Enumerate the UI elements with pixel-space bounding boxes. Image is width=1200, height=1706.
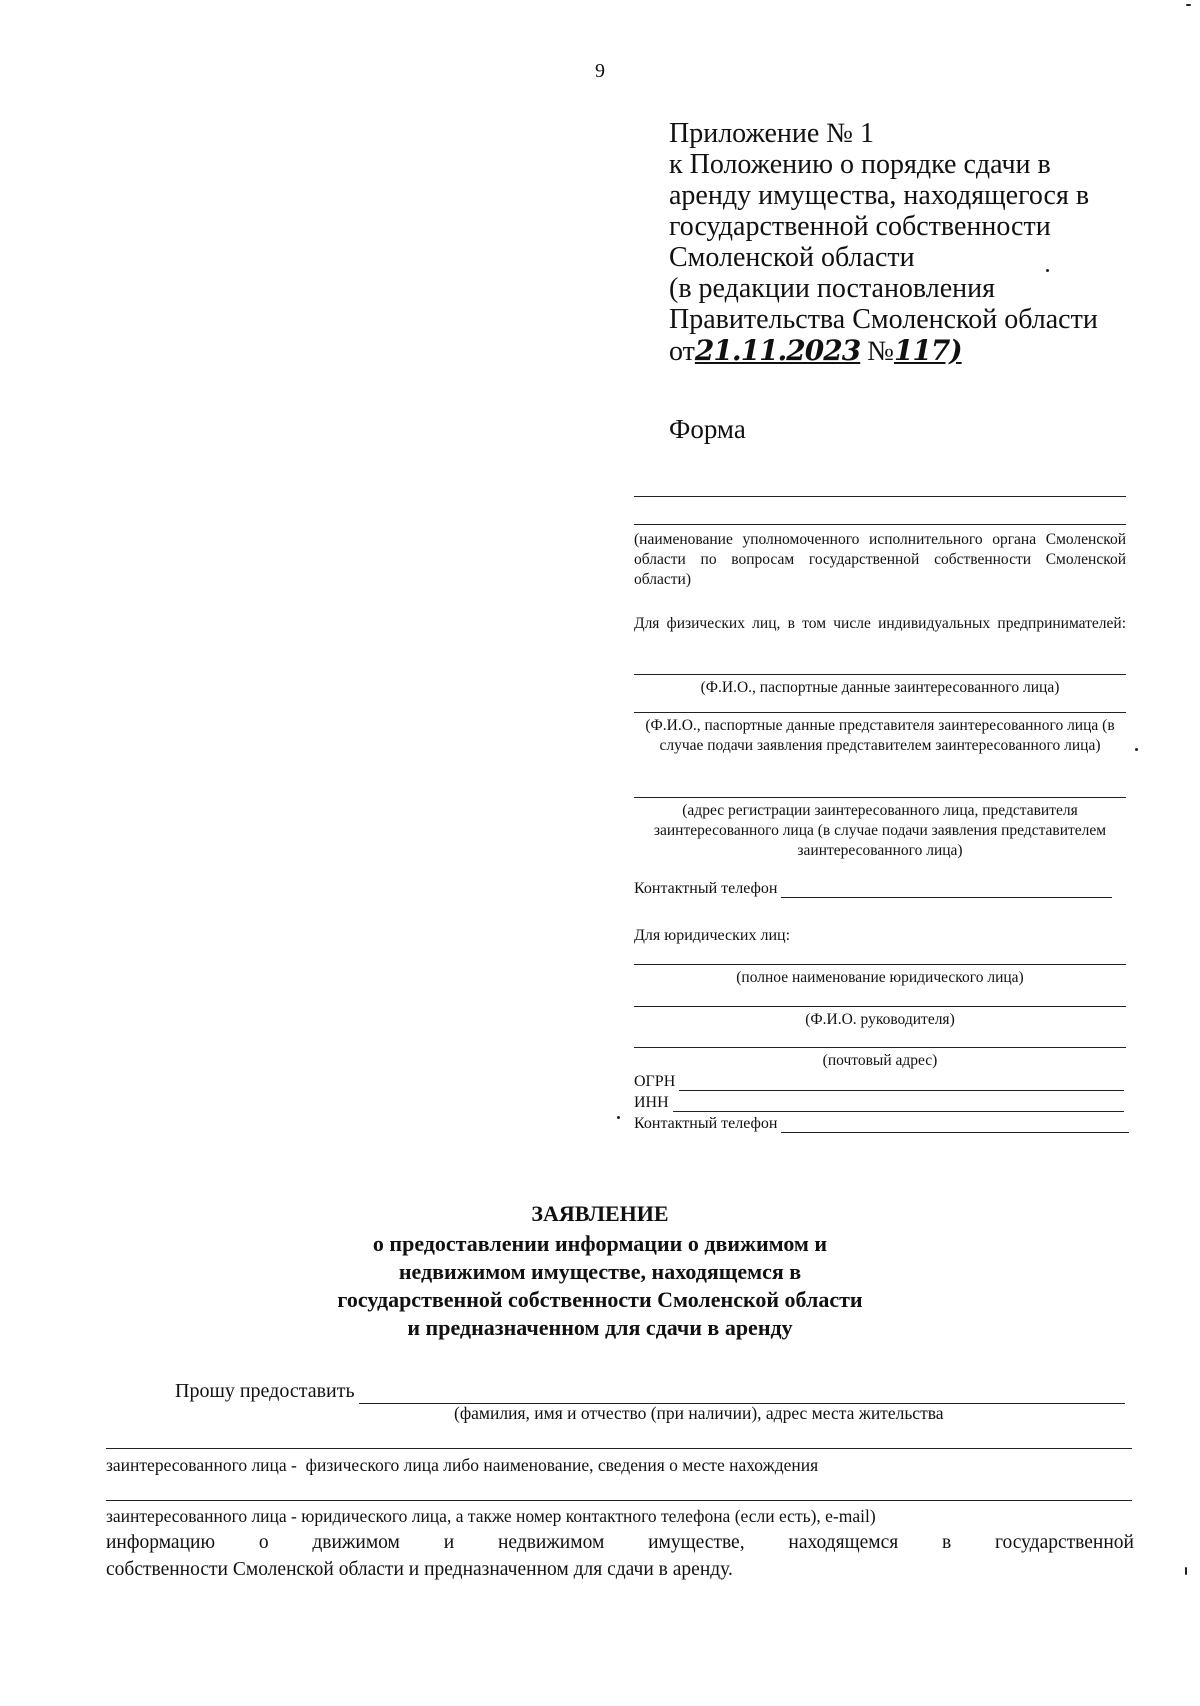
phone-label-2: Контактный телефон (634, 1115, 778, 1132)
number-prefix: № (860, 336, 894, 367)
request-line-2[interactable] (106, 1448, 1132, 1449)
statement-title: ЗАЯВЛЕНИЕ (531, 1201, 669, 1226)
handwritten-date: 21.11.2023 (694, 334, 861, 367)
director-line (634, 1006, 1126, 1007)
appendix-line: аренду имущества, находящегося в (669, 180, 1090, 211)
legal-name-caption: (полное наименование юридического лица) (736, 969, 1024, 986)
statement-subtitle-line: государственной собственности Смоленской области (337, 1287, 863, 1312)
request-caption-1: (фамилия, имя и отчество (при наличии), адрес места жительства (454, 1403, 944, 1423)
statement-subtitle-line: недвижимом имуществе, находящемся в (398, 1259, 802, 1284)
appendix-line: государственной собственности (669, 211, 1051, 242)
closing-line-1: информацию о движимом и недвижимом имуществе, находящемся в государственной (106, 1532, 1134, 1553)
person-caption: (Ф.И.О., паспортные данные заинтересованного лица) (700, 679, 1060, 696)
authority-name-line-2 (634, 524, 1126, 525)
request-field (175, 1378, 1125, 1404)
statement-subtitle-line: и предназначенном для сдачи в аренду (407, 1315, 793, 1340)
inn-field (634, 1094, 1124, 1112)
request-caption-3: заинтересованного лица - юридического лица, а также номер контактного телефона (если есть), e-mail) (106, 1506, 876, 1526)
handwritten-number: 117) (893, 334, 962, 367)
appendix-line: Приложение № 1 (669, 118, 874, 149)
inn-input-line[interactable] (673, 1095, 1124, 1112)
page-number: 9 (595, 60, 605, 82)
request-input-line[interactable] (359, 1383, 1125, 1404)
phone-input-line[interactable] (781, 881, 1112, 898)
appendix-header (669, 118, 1189, 367)
request-label: Прошу предоставить (175, 1380, 355, 1402)
address-caption: (адрес регистрации заинтересованного лица, представителя заинтересованного лица (в случае подачи заявления представителем заинтересованного лица) (653, 802, 1107, 859)
authority-caption: (наименование уполномоченного исполнительного органа Смоленской области по вопросам государственной собственности Смоленской области) (634, 531, 1126, 588)
ogrn-label: ОГРН (634, 1073, 676, 1090)
address-line (634, 797, 1126, 798)
form-label: Форма (669, 414, 746, 444)
representative-caption: (Ф.И.О., паспортные данные представителя заинтересованного лица (в случае подачи заявления представителем заинтересованного лица) (645, 717, 1115, 754)
legal-name-line (634, 964, 1126, 965)
closing-line-2: собственности Смоленской области и предназначенном для сдачи в аренду. (106, 1559, 733, 1580)
phone-label: Контактный телефон (634, 880, 778, 897)
representative-line (634, 712, 1126, 713)
legal-label: Для юридических лиц: (634, 927, 791, 944)
individuals-label: Для физических лиц, в том числе индивидуальных предпринимателей: (634, 615, 1126, 632)
postal-caption: (почтовый адрес) (822, 1052, 938, 1069)
appendix-line: (в редакции постановления (669, 273, 996, 304)
appendix-line: к Положению о порядке сдачи в (669, 149, 1051, 180)
postal-line (634, 1047, 1126, 1048)
ogrn-input-line[interactable] (679, 1074, 1124, 1091)
request-caption-2: заинтересованного лица - физического лица либо наименование, сведения о месте нахождения (106, 1455, 819, 1475)
appendix-line: Правительства Смоленской области (669, 304, 1098, 335)
appendix-date-line (669, 335, 1189, 367)
inn-label: ИНН (634, 1094, 669, 1111)
date-prefix: от (669, 336, 695, 367)
phone-field-2 (634, 1115, 1129, 1133)
appendix-line: Смоленской области (669, 242, 915, 273)
director-caption: (Ф.И.О. руководителя) (805, 1011, 955, 1028)
phone-field (634, 880, 1112, 898)
statement-subtitle-line: о предоставлении информации о движимом и (372, 1231, 828, 1256)
person-line (634, 674, 1126, 675)
authority-name-line (634, 496, 1126, 497)
phone-input-line-2[interactable] (781, 1116, 1129, 1133)
ogrn-field (634, 1073, 1124, 1091)
request-line-3[interactable] (106, 1500, 1132, 1501)
